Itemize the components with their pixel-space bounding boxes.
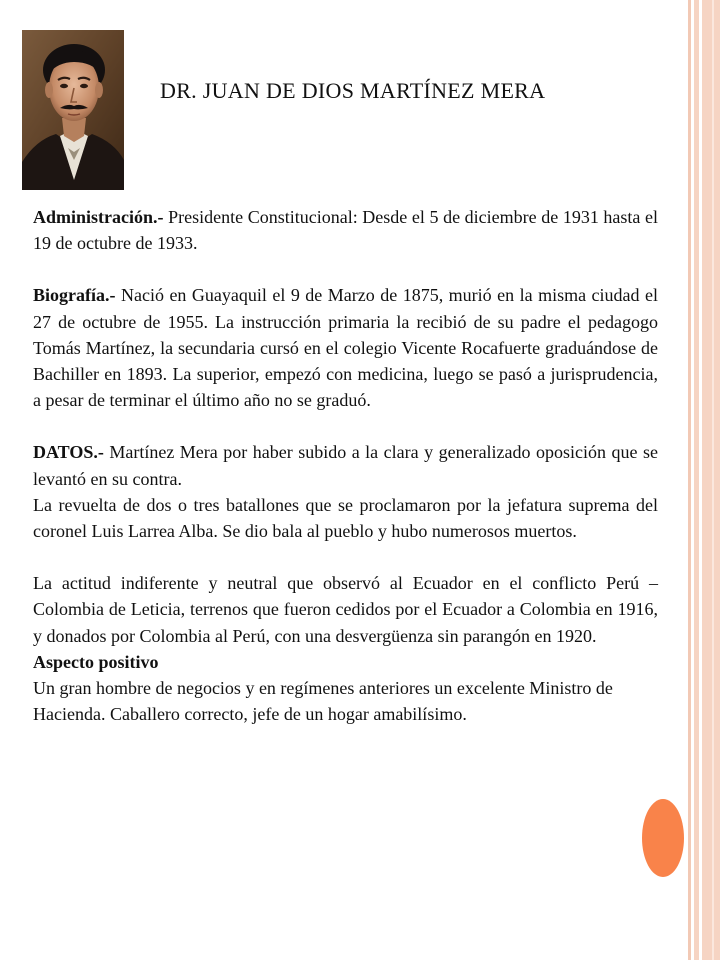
aspecto-heading: Aspecto positivo xyxy=(33,651,159,672)
biografia-paragraph xyxy=(33,282,658,413)
datos-separator: .- xyxy=(93,442,110,463)
document-body xyxy=(33,204,658,727)
decorative-stripe xyxy=(712,0,714,960)
administracion-paragraph xyxy=(33,204,658,256)
administracion-label: Administración xyxy=(33,207,154,227)
biografia-label: Biografía xyxy=(33,285,105,306)
datos-paragraph-3: La actitud indiferente y neutral que observó al Ecuador en el conflicto Perú – Colombia de Leticia, terrenos que fueron cedidos por el Ecuador a Colombia en 1916, y donados por Colombia al Perú, con una desvergüenza sin parangón en 1920. xyxy=(33,573,658,646)
biografia-separator: .- xyxy=(105,285,121,306)
datos-label: DATOS xyxy=(33,442,94,463)
decorative-stripe xyxy=(694,0,720,960)
decorative-oval xyxy=(642,799,684,877)
decorative-stripe xyxy=(699,0,702,960)
administracion-separator: .- xyxy=(153,207,169,227)
administracion-text: Presidente Constitucional: Desde el 5 de diciembre de 1931 hasta el 19 de octubre de 1933. xyxy=(33,207,658,254)
page-title: DR. JUAN DE DIOS MARTÍNEZ MERA xyxy=(160,78,546,103)
aspecto-text: Un gran hombre de negocios y en regímenes anteriores un excelente Ministro de Hacienda. Caballero correcto, jefe de un hogar amabilísimo. xyxy=(33,678,613,725)
decorative-stripe xyxy=(688,0,691,960)
datos-paragraph xyxy=(33,439,658,491)
datos-paragraph-2: La revuelta de dos o tres batallones que se proclamaron por la jefatura suprema del coronel Luis Larrea Alba. Se dio bala al pueblo y hubo numerosos muertos. xyxy=(33,494,658,542)
portrait-photo-icon xyxy=(22,30,124,190)
datos-text: Martínez Mera por haber subido a la clara y generalizado oposición que se levantó en su contra. xyxy=(33,442,658,489)
biografia-text: Nació en Guayaquil el 9 de Marzo de 1875, murió en la misma ciudad el 27 de octubre de 1955. La instrucción primaria la recibió de su padre el pedagogo Tomás Martínez, la secundaria cursó en el colegio Vicente Rocafuerte graduándose de Bachiller en 1893. La superior, empezó con medicina, luego se pasó a jurisprudencia, a pesar de terminar el último año no se graduó. xyxy=(33,285,658,411)
